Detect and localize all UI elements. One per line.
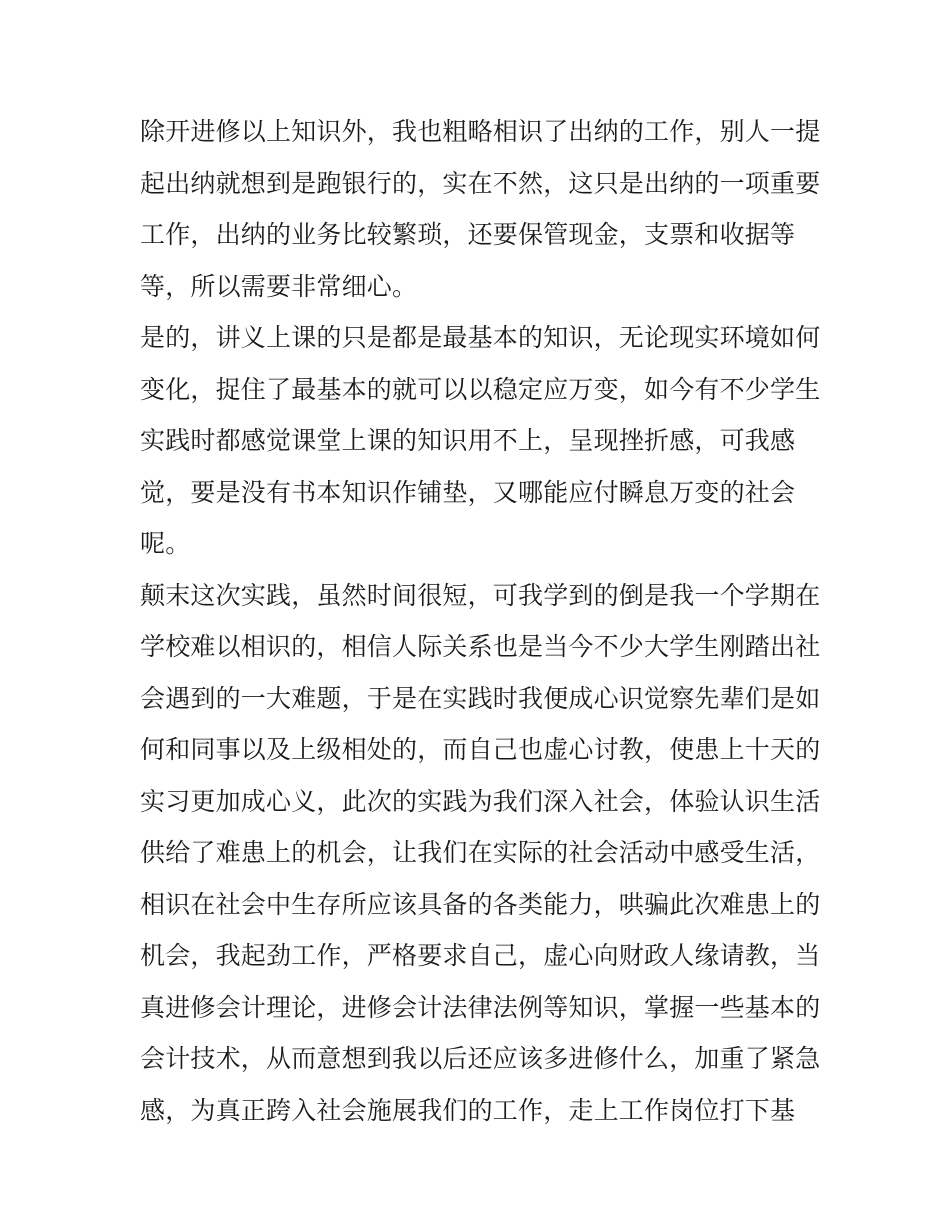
text-line: 觉，要是没有书本知识作铺垫，又哪能应付瞬息万变的社会 bbox=[140, 477, 796, 507]
text-line: 除开进修以上知识外，我也粗略相识了出纳的工作，别人一提 bbox=[140, 117, 821, 146]
text-line: 实习更加成心义，此次的实践为我们深入社会，体验认识生活 bbox=[140, 786, 821, 816]
text-line: 等，所以需要非常细心。 bbox=[140, 271, 418, 301]
text-line: 是的，讲义上课的只是都是最基本的知识，无论现实环境如何 bbox=[140, 323, 821, 352]
text-line: 感，为真正跨入社会施展我们的工作，走上工作岗位打下基 bbox=[140, 1095, 796, 1125]
text-line: 机会，我起劲工作，严格要求自己，虚心向财政人缘请教，当 bbox=[140, 941, 821, 970]
text-line: 相识在社会中生存所应该具备的各类能力，哄骗此次难患上的 bbox=[140, 889, 821, 919]
text-line: 颠末这次实践，虽然时间很短，可我学到的倒是我一个学期在 bbox=[140, 580, 821, 610]
text-line: 供给了难患上的机会，让我们在实际的社会活动中感受生活， bbox=[140, 838, 821, 867]
text-line: 真进修会计理论，进修会计法律法例等知识，掌握一些基本的 bbox=[140, 992, 821, 1022]
text-line: 会遇到的一大难题，于是在实践时我便成心识觉察先辈们是如 bbox=[140, 683, 821, 713]
text-line: 变化，捉住了最基本的就可以以稳定应万变，如今有不少学生 bbox=[140, 374, 821, 404]
text-line: 实践时都感觉课堂上课的知识用不上，呈现挫折感，可我感 bbox=[140, 426, 796, 455]
text-line: 何和同事以及上级相处的，而自己也虚心讨教，使患上十天的 bbox=[140, 735, 821, 764]
text-line: 工作，出纳的业务比较繁琐，还要保管现金，支票和收据等 bbox=[140, 220, 796, 249]
text-line: 呢。 bbox=[140, 529, 191, 558]
text-line: 学校难以相识的，相信人际关系也是当今不少大学生刚踏出社 bbox=[140, 632, 821, 661]
document-body bbox=[140, 106, 820, 1136]
text-line: 会计技术，从而意想到我以后还应该多进修什么，加重了紧急 bbox=[140, 1044, 821, 1073]
text-line: 起出纳就想到是跑银行的，实在不然，这只是出纳的一项重要 bbox=[140, 168, 821, 198]
